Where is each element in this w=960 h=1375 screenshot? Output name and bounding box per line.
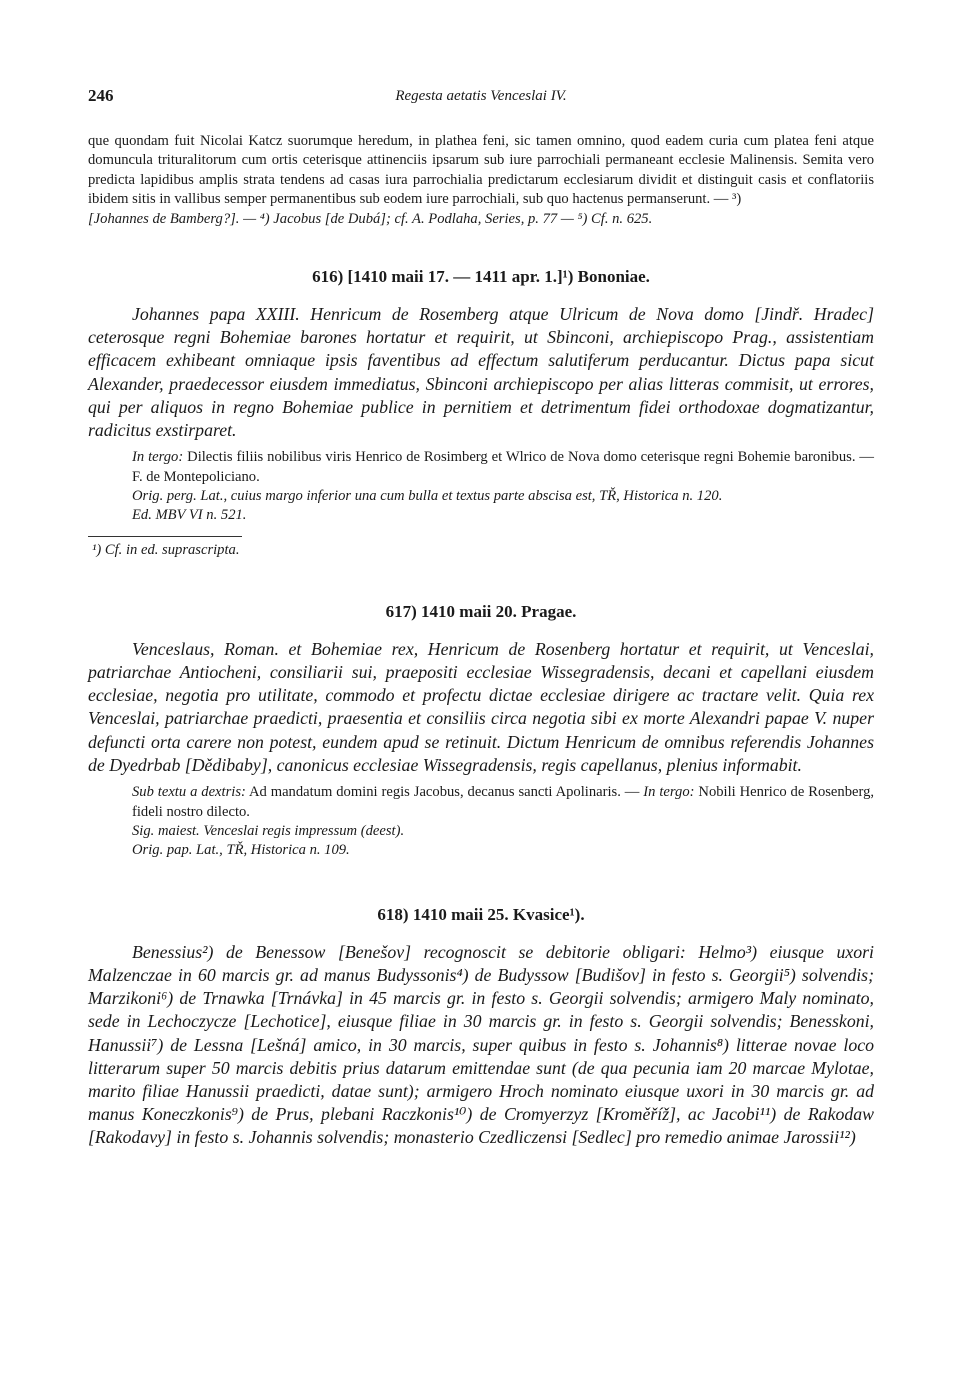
doc-618-regest: Benessius²) de Benessow [Benešov] recognoscit se debitorie obligari: Helmo³) eiusque uxori Malzenczae in 60 marcis gr. ad manus Budyssonis⁴) de Budyssow [Budišov] in festo s. Georgii⁵) solvendis; Marzikoni⁶) de Trnawka [Trnávka] in 45 marcis gr. in festo s. Georgii solvendis; armigero Maly nominato, sede in Lechoczycze [Lechotice], eiusque filiae in 30 marcis gr. in festo s. Georgii solvendis; Benesskoni, Hanussii⁷) de Lessna [Lešná] amico, in 30 marcis, super quibus in festo s. Johannis⁸) litterae novae loco litterarum super 50 marcis debitis prius datarum emittendae sunt (de qua pecunia iam 20 marcae Mylotae, marito filiae Hanussii praedicti, datae sunt); armigero Hroch nominato eiusque uxori in 30 marcis gr. ad manus Koneczkonis⁹) de Prus, plebani Raczkonis¹⁰) de Cromyerzyz [Kroměříž], ac Jacobi¹¹) de Rakodaw [Rakodavy] in festo s. Johannis solvendis; monasterio Czedliczensi [Sedlec] pro remedio animae Jarossii¹²) <box>88 941 874 1148</box>
doc-617-sub-text: Ad mandatum domini regis Jacobus, decanus sancti Apolinaris. — <box>248 784 640 801</box>
doc-617-subtext <box>88 783 874 822</box>
doc-617-sigillum: Sig. maiest. Venceslai regis impressum (deest). <box>132 822 405 839</box>
page-header <box>88 86 874 116</box>
doc-616-footnote-1: ¹) Cf. in ed. suprascripta. <box>92 541 240 558</box>
doc-616-tergo <box>88 448 874 487</box>
continuation-footnotes: [Johannes de Bamberg?]. — ⁴) Jacobus [de Dubá]; cf. A. Podlaha, Series, p. 77 — ⁵) Cf. n. 625. <box>88 210 653 227</box>
doc-617-orig: Orig. pap. Lat., TŘ, Historica n. 109. <box>132 842 350 859</box>
document-page <box>88 86 874 1150</box>
footnote-rule <box>88 536 242 537</box>
doc-617-sub-label: Sub textu a dextris: <box>132 784 246 801</box>
page-number: 246 <box>88 86 114 105</box>
doc-617-heading: 617) 1410 maii 20. Pragae. <box>385 601 577 621</box>
doc-616-ed: Ed. MBV VI n. 521. <box>132 507 247 524</box>
continuation-text: que quondam fuit Nicolai Katcz suorumque heredum, in plathea feni, sic tamen omnino, quod eadem curia cum platea feni atque domuncula trituralitorum cum ortis ceterisque attinenciis ipsarum sub iure parrochiali permaneant ecclesie Malinensis. Semita vero predicta lapidibus amplis strata tendens ad casas iura parrochialia predictarum ecclesiarum dividit et distinguit casis et conflatoriis ibidem sitis in vallibus semper permanentibus sub eodem iure parrochiali, sub quo hactenus permanserunt. — ³) <box>88 133 874 208</box>
doc-616-tergo-text: Dilectis filiis nobilibus viris Henrico de Rosimberg et Wlrico de Nova domo ceterisque regni Bohemie baronibus. — F. de Montepoliciano. <box>132 449 874 485</box>
doc-616-heading: 616) [1410 maii 17. — 1411 apr. 1.]¹) Bononiae. <box>312 267 650 287</box>
doc-616-regest: Johannes papa XXIII. Henricum de Rosemberg atque Ulricum de Nova domo [Jindř. Hradec] ceterosque regni Bohemiae barones hortatur et requirit, ut Sbinconi, archiepiscopo Prag., assistentiam efficacem exhibeant omniaque ipsis faventibus ad effectum salutiferum perducantur. Dictus papa sicut Alexander, praedecessor eiusdem immediatus, Sbinconi archiepiscopo per alias litteras commisit, ut errores, qui per aliquos in regno Bohemiae publice in pernitiem et detrimentum fidei orthodoxae dogmatizantur, radicitus exstirparet. <box>88 304 874 441</box>
running-title: Regesta aetatis Venceslai IV. <box>395 88 567 104</box>
doc-617-regest: Venceslaus, Roman. et Bohemiae rex, Henricum de Rosenberg hortatur et requirit, ut Venceslai, patriarchae Antiocheni, consiliarii sui, praepositi ecclesiae Wissegradensis, decani et capellani eiusdem ecclesiae, negotia pro utilitate, commodo et profectu dictae ecclesiae dirigere ac tractare velit. Quia rex Venceslai, patriarchae praedicti, praesentia et consiliis circa negotia sibi ex morte Alexandri papae V. nuper defuncti orta carere non potest, eundem apud se retinuit. Dictum Henricum de omnibus referendis Johannes de Dyedrbab [Dědibaby], canonicus ecclesiae Wissegradensis, regis capellanus, plenius informabit. <box>88 638 874 775</box>
doc-616-orig: Orig. perg. Lat., cuius margo inferior una cum bulla et textus parte abscisa est, TŘ, Historica n. 120. <box>132 488 723 505</box>
doc-618-heading: 618) 1410 maii 25. Kvasice¹). <box>377 904 585 924</box>
doc-616-tergo-label: In tergo: <box>132 449 184 466</box>
doc-617-tergo-text: Nobili Henrico de Rosenberg, fideli nostro dilecto. <box>132 784 875 820</box>
doc-616-footnotes <box>88 536 874 560</box>
doc-617-tergo-label: In tergo: <box>643 784 695 801</box>
